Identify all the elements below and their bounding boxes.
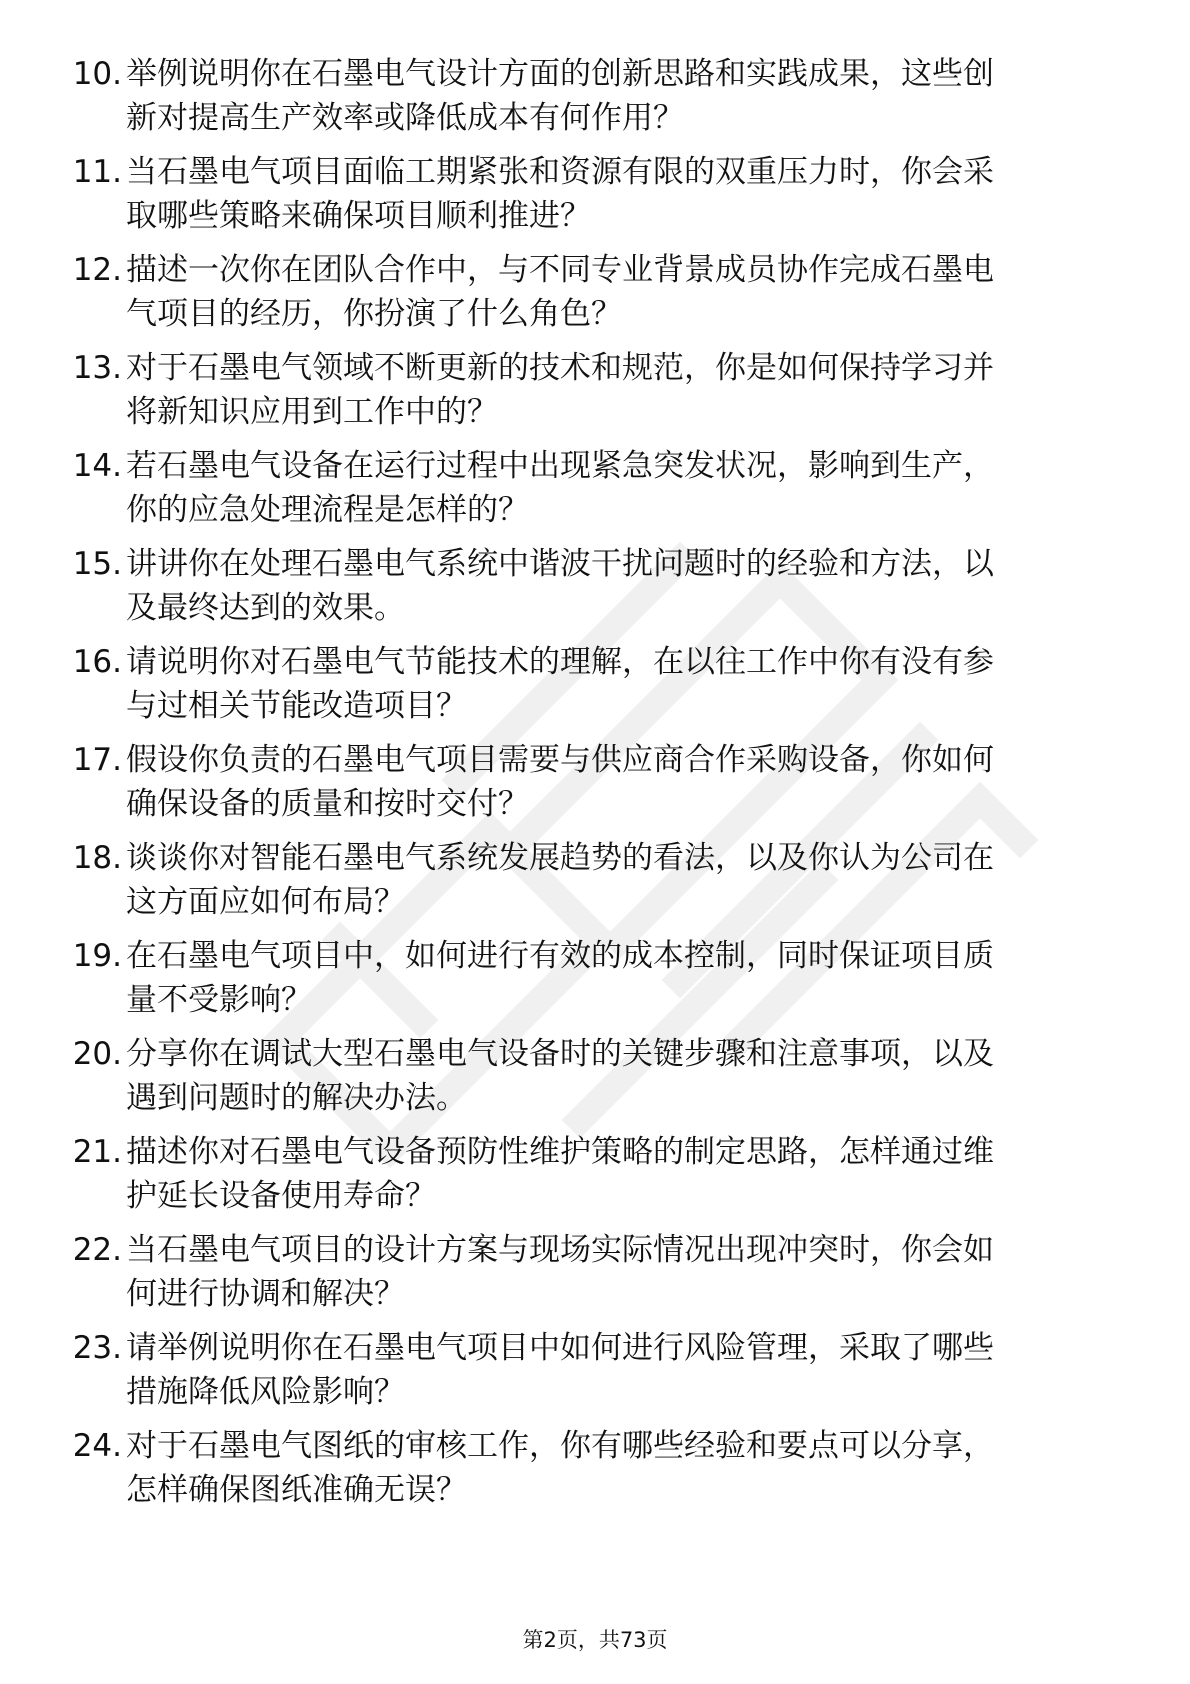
question-number: 16. [72,644,122,680]
question-item [56,248,1136,346]
question-text [126,542,1126,630]
question-line: 请说明你对石墨电气节能技术的理解，在以往工作中你有没有参 [126,644,994,680]
question-text [126,150,1126,238]
question-line: 当石墨电气项目面临工期紧张和资源有限的双重压力时，你会采 [126,154,994,190]
question-line: 分享你在调试大型石墨电气设备时的关键步骤和注意事项，以及 [126,1036,994,1072]
question-number: 17. [72,742,122,778]
question-text [126,1130,1126,1218]
question-number: 21. [72,1134,122,1170]
question-line: 在石墨电气项目中，如何进行有效的成本控制，同时保证项目质 [126,938,994,974]
question-item [56,1228,1136,1326]
question-line: 若石墨电气设备在运行过程中出现紧急突发状况，影响到生产， [126,448,994,484]
question-text [126,1326,1126,1414]
question-line: 新对提高生产效率或降低成本有何作用？ [126,100,684,136]
question-item [56,1130,1136,1228]
question-number: 20. [72,1036,122,1072]
question-line: 描述一次你在团队合作中，与不同专业背景成员协作完成石墨电 [126,252,994,288]
question-number: 23. [72,1330,122,1366]
question-item [56,444,1136,542]
question-line: 护延长设备使用寿命？ [126,1178,436,1214]
question-line: 将新知识应用到工作中的？ [126,394,498,430]
question-text [126,836,1126,924]
question-line: 气项目的经历，你扮演了什么角色？ [126,296,622,332]
question-text [126,444,1126,532]
question-line: 讲讲你在处理石墨电气系统中谐波干扰问题时的经验和方法，以 [126,546,994,582]
question-line: 与过相关节能改造项目？ [126,688,467,724]
question-list [56,52,1136,1522]
question-item [56,738,1136,836]
question-line: 何进行协调和解决？ [126,1276,405,1312]
question-line: 当石墨电气项目的设计方案与现场实际情况出现冲突时，你会如 [126,1232,994,1268]
question-text [126,1032,1126,1120]
question-item [56,640,1136,738]
question-number: 10. [72,56,122,92]
question-number: 18. [72,840,122,876]
question-number: 14. [72,448,122,484]
question-line: 量不受影响？ [126,982,312,1018]
question-line: 举例说明你在石墨电气设计方面的创新思路和实践成果，这些创 [126,56,994,92]
question-text [126,1228,1126,1316]
question-item [56,1424,1136,1522]
question-text [126,248,1126,336]
question-line: 取哪些策略来确保项目顺利推进？ [126,198,591,234]
question-line: 对于石墨电气领域不断更新的技术和规范，你是如何保持学习并 [126,350,994,386]
question-number: 19. [72,938,122,974]
question-item [56,150,1136,248]
question-item [56,542,1136,640]
question-line: 请举例说明你在石墨电气项目中如何进行风险管理，采取了哪些 [126,1330,994,1366]
question-number: 24. [72,1428,122,1464]
question-number: 22. [72,1232,122,1268]
question-text [126,934,1126,1022]
question-text [126,346,1126,434]
question-line: 描述你对石墨电气设备预防性维护策略的制定思路，怎样通过维 [126,1134,994,1170]
question-item [56,1032,1136,1130]
question-number: 11. [72,154,122,190]
question-item [56,934,1136,1032]
page-footer [0,1624,1190,1654]
question-item [56,836,1136,934]
question-text [126,52,1126,140]
question-line: 谈谈你对智能石墨电气系统发展趋势的看法，以及你认为公司在 [126,840,994,876]
question-number: 12. [72,252,122,288]
question-line: 措施降低风险影响？ [126,1374,405,1410]
question-line: 确保设备的质量和按时交付？ [126,786,529,822]
question-line: 怎样确保图纸准确无误？ [126,1472,467,1508]
question-line: 及最终达到的效果。 [126,590,405,626]
question-item [56,346,1136,444]
page-number-label: 第2页，共73页 [522,1628,668,1652]
question-line: 遇到问题时的解决办法。 [126,1080,467,1116]
question-text [126,1424,1126,1512]
question-item [56,52,1136,150]
question-text [126,640,1126,728]
question-line: 假设你负责的石墨电气项目需要与供应商合作采购设备，你如何 [126,742,994,778]
question-number: 13. [72,350,122,386]
question-item [56,1326,1136,1424]
question-number: 15. [72,546,122,582]
question-line: 对于石墨电气图纸的审核工作，你有哪些经验和要点可以分享， [126,1428,994,1464]
question-text [126,738,1126,826]
question-line: 你的应急处理流程是怎样的？ [126,492,529,528]
question-line: 这方面应如何布局？ [126,884,405,920]
